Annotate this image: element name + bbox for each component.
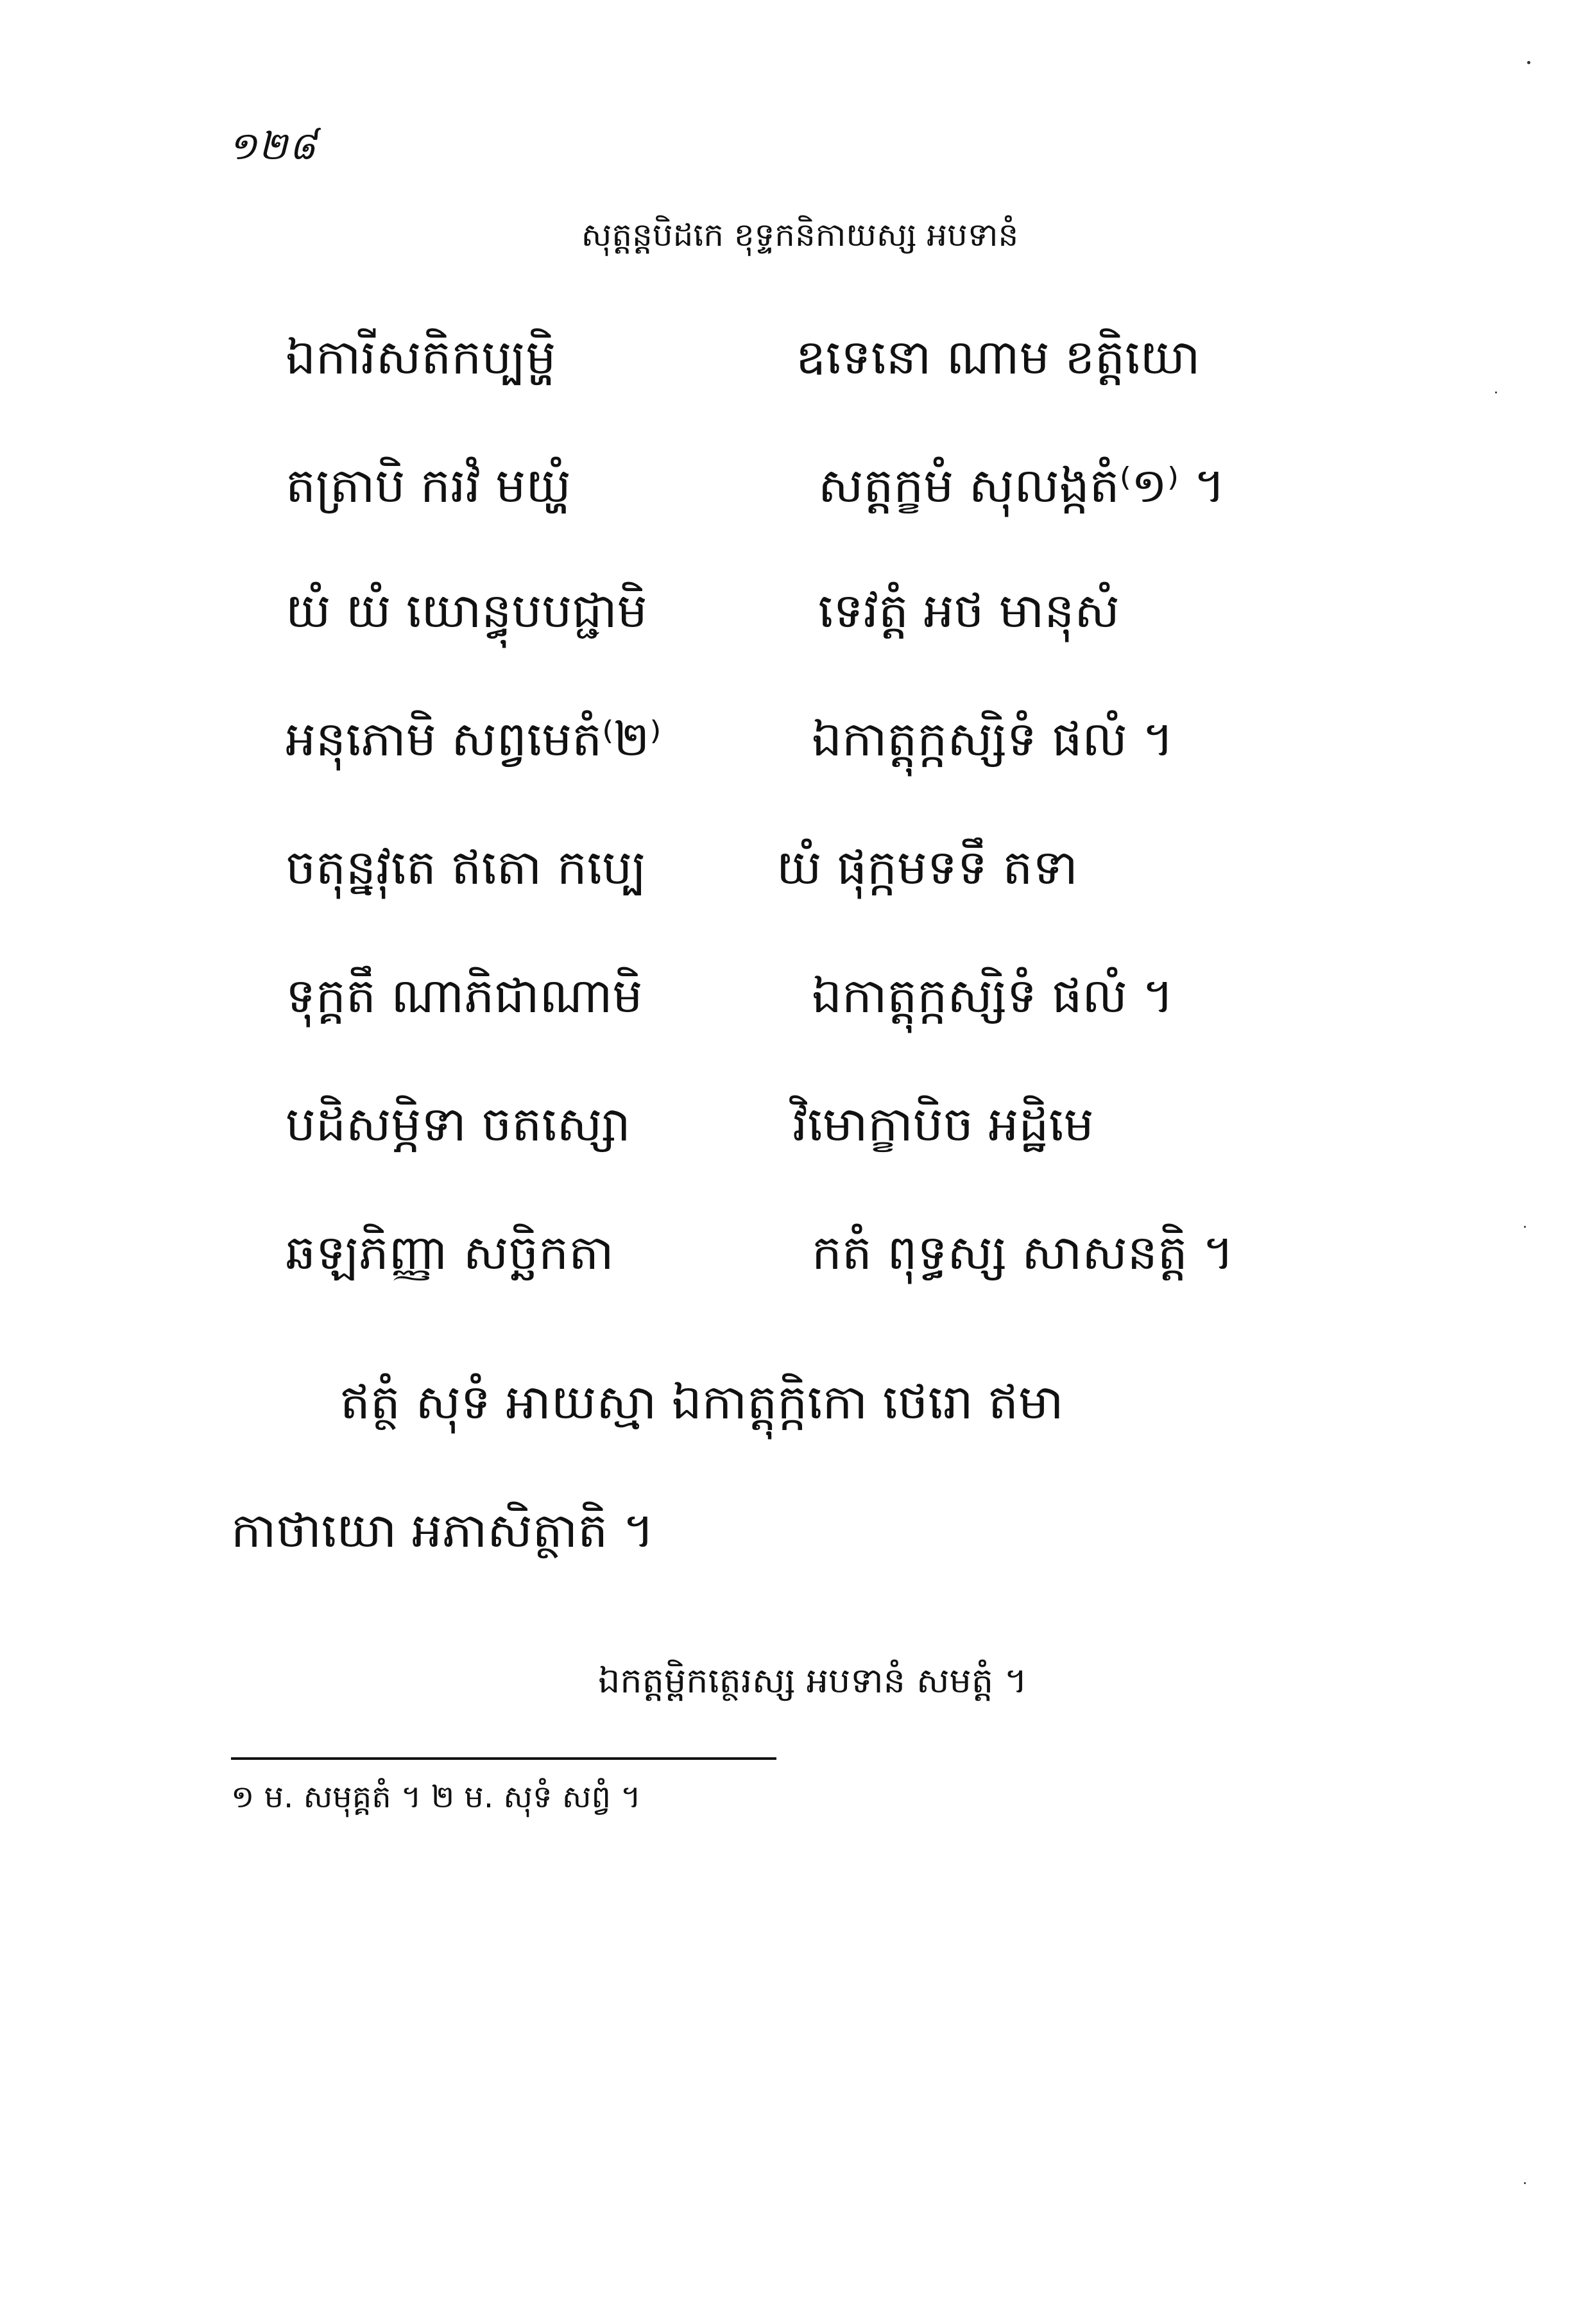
scan-speck — [1524, 2182, 1526, 2184]
verse-second-half: ឧទេនោ ណាម ខត្តិយោ — [796, 330, 1201, 385]
footnote-rule — [231, 1757, 776, 1760]
footnote: ១ ម. សមុគ្គតំ ។ ២ ម. សុទំ សព្វំ ។ — [231, 1779, 641, 1815]
verse-second-half: សត្តក្ខមំ សុលង្កតំ⁽១⁾ ។ — [818, 458, 1226, 513]
verse-second-half: ឯកាត្តុក្កស្សិទំ ផលំ ។ — [812, 712, 1174, 767]
running-header: សុត្តន្តបិដកេ ខុទ្ទកនិកាយស្ស អបទានំ — [581, 216, 1019, 254]
verse-second-half: កតំ ពុទ្ធស្ស សាសនត្តិ ។ — [812, 1225, 1235, 1280]
colophon: ឯកត្តម្ពិកត្ថេរស្ស អបទានំ សមត្តំ ។ — [598, 1660, 1027, 1701]
scan-speck — [1527, 61, 1530, 64]
prose-line: កាថាយោ អភាសិត្ថាតិ ។ — [231, 1503, 654, 1558]
verse-second-half: ទេវត្តំ អថ មានុសំ — [818, 583, 1120, 639]
page-number: ១២៨ — [228, 124, 318, 169]
verse-second-half: វិមោក្ខាបិច អដ្ឋិមេ — [792, 1097, 1094, 1152]
verse-first-half: ឆឡភិញ្ញា សច្ឆិកតា — [286, 1225, 614, 1280]
verse-first-half: បដិសម្ភិទា ចតស្សោ — [286, 1097, 631, 1152]
verse-first-half: តត្រាបិ ករវំ មយ្ហំ — [286, 458, 571, 513]
scan-speck — [1495, 392, 1497, 393]
verse-first-half: ទុក្គតឹ ណាភិជាណាមិ — [286, 968, 643, 1024]
scan-speck — [1524, 1226, 1526, 1228]
prose-line: ឥត្ថំ សុទំ អាយស្មា ឯកាត្តុក្កិកោ ថេរោ ឥមា — [340, 1375, 1064, 1430]
verse-first-half: យំ យំ យោន្ធុបបជ្ជាមិ — [286, 583, 647, 639]
verse-second-half: យំ ផុក្កមទទឹ តទា — [776, 840, 1078, 895]
verse-first-half: ចតុន្នវុតេ ឥតោ កប្បេ — [286, 840, 647, 895]
verse-second-half: ឯកាត្តុក្កស្សិទំ ផលំ ។ — [812, 968, 1174, 1024]
verse-first-half: ឯការីសតិកប្បម្ហិ — [286, 330, 556, 385]
verse-first-half: អនុភោមិ សព្វមេតំ⁽២⁾ — [286, 712, 662, 767]
